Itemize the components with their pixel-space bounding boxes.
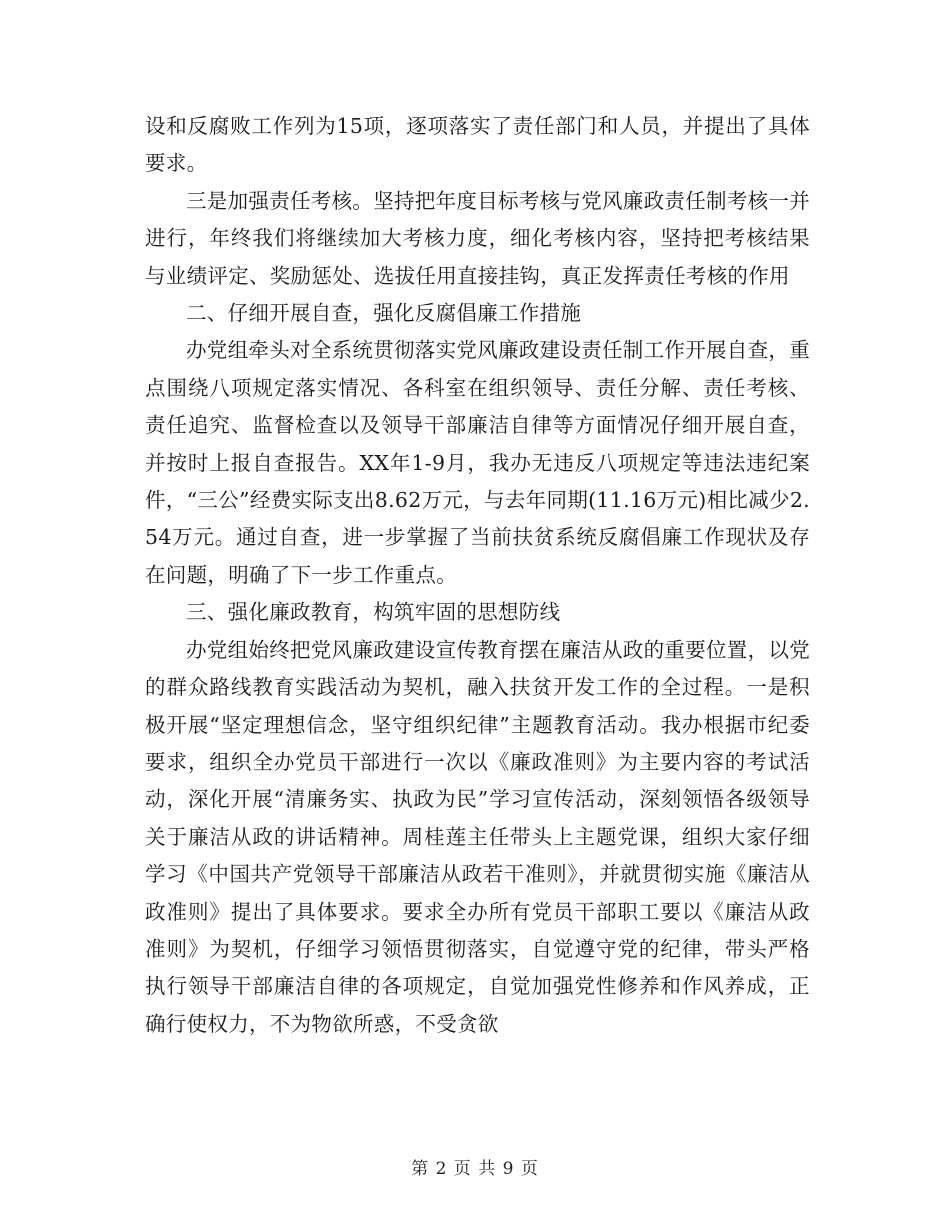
section-heading-self-inspection: 二、仔细开展自查，强化反腐倡廉工作措施: [186, 301, 582, 326]
paragraph-integrity-education: 办党组始终把党风廉政建设宣传教育摆在廉洁从政的重要位置，以党的群众路线教育实践活动为契机，融入扶贫开发工作的全过程。一是积极开展“坚定理想信念，坚守组织纪律”主题教育活动。我办根据市纪委要求，组织全办党员干部进行一次以《廉政准则》为主要内容的考试活动，深化开展“清廉务实、执政为民”学习宣传活动，深刻领悟各级领导关于廉洁从政的讲话精神。周桂莲主任带头上主题党课，组织大家仔细学习《中国共产党领导干部廉洁从政若干准则》，并就贯彻实施《廉洁从政准则》提出了具体要求。要求全办所有党员干部职工要以《廉洁从政准则》为契机，仔细学习领悟贯彻落实，自觉遵守党的纪律，带头严格执行领导干部廉洁自律的各项规定，自觉加强党性修养和作风养成，正确行使权力，不为物欲所惑，不受贪欲: [145, 637, 810, 1036]
paragraph-continuation: 设和反腐败工作列为15项，逐项落实了责任部门和人员，并提出了具体要求。: [145, 114, 810, 176]
page-number-footer: 第 2 页 共 9 页: [411, 1159, 539, 1179]
paragraph-responsibility-assessment: 三是加强责任考核。坚持把年度目标考核与党风廉政责任制考核一并进行，年终我们将继续加大考核力度，细化考核内容，坚持把考核结果与业绩评定、奖励惩处、选拔任用直接挂钩，真正发挥责任考核的作用: [145, 188, 810, 288]
paragraph-self-inspection: 办党组牵头对全系统贯彻落实党风廉政建设责任制工作开展自查，重点围绕八项规定落实情况、各科室在组织领导、责任分解、责任考核、责任追究、监督检查以及领导干部廉洁自律等方面情况仔细开展自查，并按时上报自查报告。XX年1-9月，我办无违反八项规定等违法违纪案件，“三公”经费实际支出8.62万元，与去年同期(11.16万元)相比减少2.54万元。通过自查，进一步掌握了当前扶贫系统反腐倡廉工作现状及存在问题，明确了下一步工作重点。: [145, 338, 810, 587]
document-body: [145, 108, 810, 1043]
section-heading-integrity-education: 三、强化廉政教育，构筑牢固的思想防线: [186, 600, 561, 625]
